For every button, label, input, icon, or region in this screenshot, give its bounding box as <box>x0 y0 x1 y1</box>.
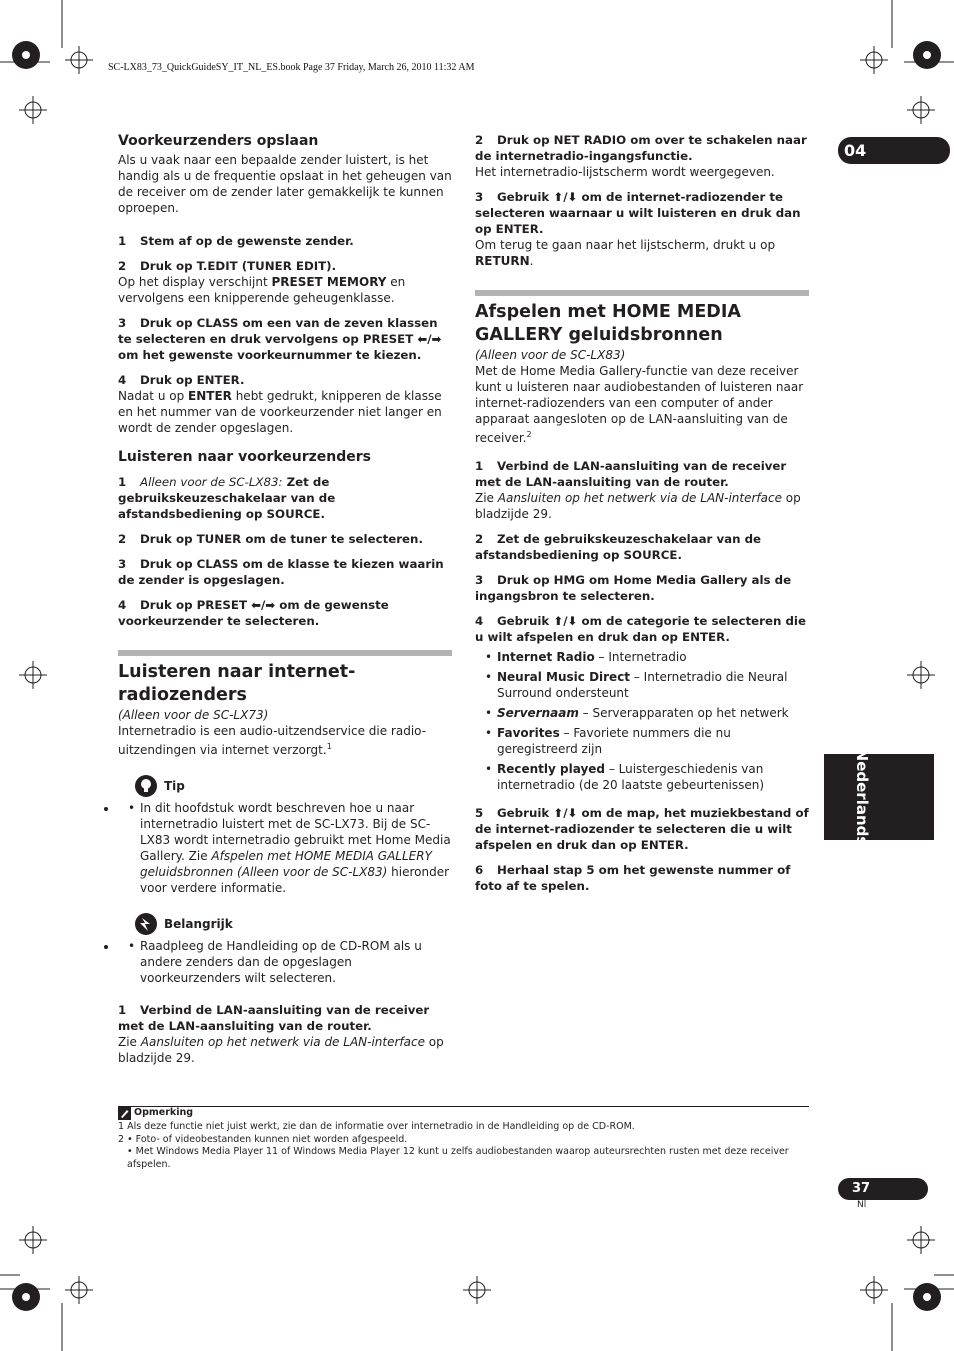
footnote-1: 1 Als deze functie niet juist werkt, zie dan de informatie over internetradio in de Handleiding op de CD-ROM. <box>118 1121 635 1132</box>
page-language: Nl <box>857 1200 867 1210</box>
paragraph: Het internetradio-lijstscherm wordt weergegeven. <box>475 165 775 179</box>
text: Zie <box>475 491 498 505</box>
section-title-luisteren-voorkeurzenders: Luisteren naar voorkeurzenders <box>118 449 372 465</box>
language-tab <box>824 748 934 846</box>
cross-reference: Afspelen met HOME MEDIA GALLERY geluidsbronnen (Alleen voor de SC-LX83) <box>140 849 432 879</box>
text: op bladzijde 29. <box>118 1035 444 1065</box>
button-name: ENTER <box>188 389 232 403</box>
tip-list <box>118 800 452 896</box>
paragraph <box>118 388 452 436</box>
step-3: 3 Druk op HMG om Home Media Gallery als de ingangsbron te selecteren. <box>475 573 792 603</box>
print-header-line: SC-LX83_73_QuickGuideSY_IT_NL_ES.book Page 37 Friday, March 26, 2010 11:32 AM <box>108 62 475 73</box>
step-4: 4 Druk op ENTER. <box>118 373 245 387</box>
step-text: Verbind de LAN-aansluiting van de receiver met de LAN-aansluiting van de router. <box>118 1003 430 1033</box>
category-desc: – Luistergeschiedenis van internetradio (de 20 laatste gebeurtenissen) <box>497 762 765 792</box>
list-item <box>475 669 809 701</box>
cross-reference: Aansluiten op het netwerk via de LAN-interface <box>140 1035 425 1049</box>
category-desc: – Internetradio <box>594 650 687 664</box>
text: hebt gedrukt, knipperen de klasse en het nummer van de voorkeurzender niet langer en wordt de zender opgeslagen. <box>118 389 442 435</box>
list-item <box>475 649 809 665</box>
step-text: Zet de gebruikskeuzeschakelaar van de afstandsbediening op SOURCE. <box>118 475 336 521</box>
step-1: 1 Verbind de LAN-aansluiting van de receiver met de LAN-aansluiting van de router. <box>475 459 787 489</box>
step-3: 3 Gebruik ⬆/⬇ om de internet-radiozender te selecteren waarnaar u wilt luisteren en druk dan op ENTER. <box>475 190 801 236</box>
category-name: Favorites <box>497 726 560 740</box>
step-text: Druk op ENTER. <box>140 373 245 387</box>
right-column <box>475 132 809 894</box>
section-rule <box>118 650 452 656</box>
cross-reference: Aansluiten op het netwerk via de LAN-interface <box>497 491 782 505</box>
section-title-internet-radio: Luisteren naar internet-radiozenders <box>118 662 356 705</box>
step-text: Verbind de LAN-aansluiting van de receiver met de LAN-aansluiting van de router. <box>475 459 787 489</box>
category-desc: – Serverapparaten op het netwerk <box>578 706 789 720</box>
paragraph: Als u vaak naar een bepaalde zender luistert, is het handig als u de frequentie opslaat in het geheugen van de receiver om de zender later gemakkelijk te kunnen oproepen. <box>118 153 452 215</box>
text: hieronder voor verdere informatie. <box>140 865 450 895</box>
left-column <box>118 132 452 1066</box>
step-6: 6 Herhaal stap 5 om het gewenste nummer of foto af te spelen. <box>475 863 791 893</box>
category-name: Recently played <box>497 762 606 776</box>
tip-callout <box>118 772 452 800</box>
footnote-2a: 2 • Foto- of videobestanden kunnen niet worden afgespeeld. <box>118 1133 408 1145</box>
paragraph <box>475 363 809 446</box>
category-desc: – Internetradio die Neural Surround ondersteunt <box>497 670 788 700</box>
text: en vervolgens een knipperende geheugenklasse. <box>118 275 406 305</box>
footnote-ref: 1 <box>326 742 332 751</box>
tip-label: Tip <box>164 779 185 793</box>
step-text: Herhaal stap 5 om het gewenste nummer of foto af te spelen. <box>475 863 791 893</box>
step-text: Stem af op de gewenste zender. <box>140 234 354 248</box>
step-text: Druk op PRESET ⬅/➡ om de gewenste voorkeurzender te selecteren. <box>118 598 389 628</box>
important-list <box>118 938 452 986</box>
footnote-ref: 2 <box>526 430 532 439</box>
note-label: Opmerking <box>134 1107 194 1119</box>
section-title-home-media-gallery: Afspelen met HOME MEDIA GALLERY geluidsbronnen <box>475 302 741 345</box>
list-item <box>475 761 809 793</box>
step-text: Druk op T.EDIT (TUNER EDIT). <box>140 259 337 273</box>
chapter-tab: 04 <box>838 137 950 164</box>
button-name: RETURN <box>475 254 530 268</box>
section-rule <box>475 290 809 296</box>
category-desc: – Favoriete nummers die nu geregistreerd zijn <box>497 726 731 756</box>
footnotes <box>118 1107 809 1171</box>
display-text: PRESET MEMORY <box>271 275 387 289</box>
paragraph <box>475 490 809 522</box>
category-name: Internet Radio <box>497 650 595 664</box>
step-text: Druk op HMG om Home Media Gallery als de ingangsbron te selecteren. <box>475 573 792 603</box>
text: op bladzijde 29. <box>475 491 801 521</box>
footnote-2b: • Met Windows Media Player 11 of Windows Media Player 12 kunt u zelfs audiobestanden waarop auteursrechten rusten met deze receiver afspelen. <box>127 1146 789 1170</box>
paragraph <box>118 723 452 758</box>
step-2: 2 Zet de gebruikskeuzeschakelaar van de afstandsbediening op SOURCE. <box>475 532 762 562</box>
step-3: 3 Druk op CLASS om de klasse te kiezen waarin de zender is opgeslagen. <box>118 557 444 587</box>
step-2: 2 Druk op NET RADIO om over te schakelen naar de internetradio-ingangsfunctie. <box>475 133 807 163</box>
paragraph <box>118 1034 452 1066</box>
step-1: 1 Stem af op de gewenste zender. <box>118 234 354 248</box>
step-text: Gebruik ⬆/⬇ om de categorie te selecteren die u wilt afspelen en druk dan op ENTER. <box>475 614 806 644</box>
paragraph <box>118 274 452 306</box>
text: In dit hoofdstuk wordt beschreven hoe u naar internetradio luistert met de SC-LX73. Bij de SC-LX83 wordt internetradio gebruikt met Home Media Gallery. Zie <box>140 801 451 863</box>
step-text: Gebruik ⬆/⬇ om de internet-radiozender te selecteren waarnaar u wilt luisteren en druk dan op ENTER. <box>475 190 801 236</box>
important-callout <box>118 910 452 938</box>
list-item <box>475 705 809 721</box>
category-name: Servernaam <box>497 706 579 720</box>
text: Nadat u op <box>118 389 189 403</box>
language-tab-label: Nederlands <box>853 748 871 846</box>
step-4: 4 Druk op PRESET ⬅/➡ om de gewenste voorkeurzender te selecteren. <box>118 598 389 628</box>
important-label: Belangrijk <box>164 917 233 931</box>
text: Zie <box>118 1035 141 1049</box>
text: Met de Home Media Gallery-functie van deze receiver kunt u luisteren naar audiobestanden of luisteren naar internet-radiozenders van een computer of ander apparaat aangesloten op de LAN-aansluiting van de receiver. <box>475 364 804 445</box>
text: Internetradio is een audio-uitzendservice die radio-uitzendingen via internet verzorgt. <box>118 724 427 757</box>
step-text: Zet de gebruikskeuzeschakelaar van de afstandsbediening op SOURCE. <box>475 532 762 562</box>
category-list <box>475 649 809 793</box>
section-subtitle: (Alleen voor de SC-LX83) <box>475 348 626 362</box>
step-text: Druk op TUNER om de tuner te selecteren. <box>140 532 423 546</box>
model-note: Alleen voor de SC-LX83: <box>140 475 283 489</box>
step-3: 3 Druk op CLASS om een van de zeven klassen te selecteren en druk vervolgens op PRESET ⬅/➡ om het gewenste voorkeurnummer te kiezen. <box>118 316 442 362</box>
step-2: 2 Druk op T.EDIT (TUNER EDIT). <box>118 259 337 273</box>
step-2: 2 Druk op TUNER om de tuner te selecteren. <box>118 532 423 546</box>
page-number: 37 <box>838 1178 928 1200</box>
list-item: • • Raadpleeg de Handleiding op de CD-ROM als u andere zenders dan de opgeslagen voorkeurzenders wilt selecteren. <box>118 938 452 986</box>
note-header <box>118 1107 809 1120</box>
category-name: Neural Music Direct <box>497 670 631 684</box>
note-icon <box>118 1107 131 1120</box>
important-icon <box>134 912 158 936</box>
list-item <box>118 800 452 896</box>
step-text: Druk op NET RADIO om over te schakelen naar de internetradio-ingangsfunctie. <box>475 133 807 163</box>
step-4: 4 Gebruik ⬆/⬇ om de categorie te selecteren die u wilt afspelen en druk dan op ENTER. <box>475 614 806 644</box>
section-subtitle: (Alleen voor de SC-LX73) <box>118 708 269 722</box>
step-text: Druk op CLASS om de klasse te kiezen waarin de zender is opgeslagen. <box>118 557 444 587</box>
text: Op het display verschijnt <box>118 275 272 289</box>
step-1: 1 Verbind de LAN-aansluiting van de receiver met de LAN-aansluiting van de router. <box>118 1003 430 1033</box>
step-5: 5 Gebruik ⬆/⬇ om de map, het muziekbestand of de internet-radiozender te selecteren die u wilt afspelen en druk dan op ENTER. <box>475 806 809 852</box>
paragraph <box>475 237 809 269</box>
section-title-voorkeurzenders-opslaan: Voorkeurzenders opslaan <box>118 133 319 149</box>
text: Om terug te gaan naar het lijstscherm, drukt u op <box>475 238 776 252</box>
step-1: 1 Alleen voor de SC-LX83: Zet de gebruikskeuzeschakelaar van de afstandsbediening op SOURCE. <box>118 475 336 521</box>
step-text: Gebruik ⬆/⬇ om de map, het muziekbestand of de internet-radiozender te selecteren die u wilt afspelen en druk dan op ENTER. <box>475 806 809 852</box>
text: . <box>529 254 534 268</box>
lightbulb-icon <box>134 774 158 798</box>
step-text: Druk op CLASS om een van de zeven klassen te selecteren en druk vervolgens op PRESET ⬅/➡ om het gewenste voorkeurnummer te kiezen. <box>118 316 442 362</box>
list-item <box>475 725 809 757</box>
